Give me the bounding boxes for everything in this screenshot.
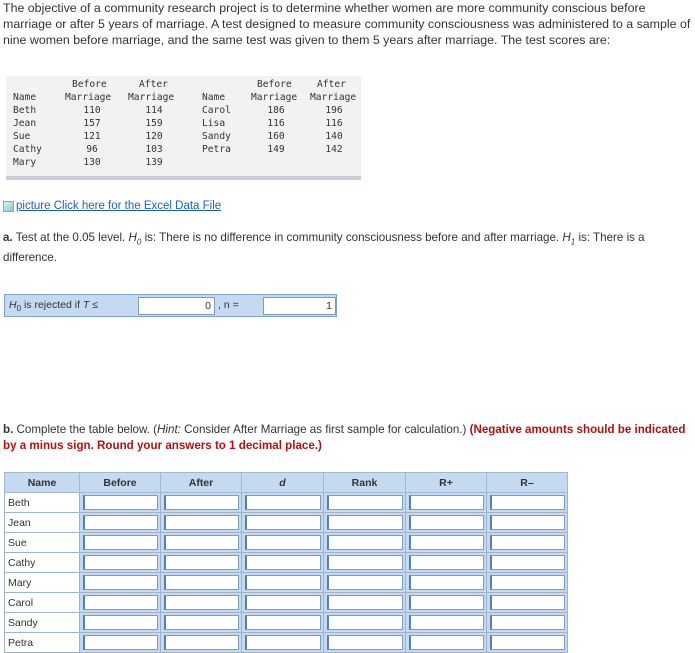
data-after-cell: 139 xyxy=(145,157,163,168)
d-input[interactable] xyxy=(245,635,321,650)
part-b-label: b. xyxy=(3,423,14,436)
rejection-rule-label: $H_0$ is rejected if T ≤ xyxy=(9,299,99,314)
data-name-cell: Beth xyxy=(13,105,37,116)
rank-cell xyxy=(324,493,406,513)
table-row xyxy=(5,573,568,593)
hint-word: Hint: xyxy=(157,423,181,436)
header-marriage-before: Marriage xyxy=(65,92,112,103)
col-d: d xyxy=(242,473,324,493)
r-plus-cell xyxy=(406,633,487,653)
after-cell xyxy=(161,513,242,533)
r-plus-cell xyxy=(406,613,487,633)
before-input[interactable] xyxy=(83,635,158,650)
d-input[interactable] xyxy=(245,555,321,570)
after-input[interactable] xyxy=(164,495,239,510)
data-after-cell: 114 xyxy=(145,105,163,116)
before-input[interactable] xyxy=(83,595,158,610)
after-cell xyxy=(161,493,242,513)
part-a-null: is: There is no difference in community consciousness before and after marriage. xyxy=(144,231,560,244)
r-minus-cell xyxy=(487,513,568,533)
rank-input[interactable] xyxy=(327,515,403,530)
r-minus-input[interactable] xyxy=(490,615,565,630)
rank-input[interactable] xyxy=(327,535,403,550)
data-after-cell: 159 xyxy=(145,118,163,129)
r-minus-cell xyxy=(487,493,568,513)
row-name: Sandy xyxy=(5,613,80,633)
data-before-cell: 130 xyxy=(83,157,101,168)
rejection-rule-row xyxy=(4,294,337,317)
data-name-cell: Sandy xyxy=(202,131,231,142)
rank-input[interactable] xyxy=(327,635,403,650)
before-cell xyxy=(80,613,161,633)
after-input[interactable] xyxy=(164,595,239,610)
data-after-cell: 140 xyxy=(325,131,343,142)
data-before-cell: 186 xyxy=(267,105,285,116)
rank-input[interactable] xyxy=(327,495,403,510)
row-name: Sue xyxy=(5,533,80,553)
data-after-cell: 103 xyxy=(145,144,163,155)
excel-link-text[interactable]: picture Click here for the Excel Data File xyxy=(16,200,222,212)
d-cell xyxy=(242,513,324,533)
r-plus-input[interactable] xyxy=(409,595,484,610)
row-name: Petra xyxy=(5,633,80,653)
row-name: Beth xyxy=(5,493,80,513)
r-plus-input[interactable] xyxy=(409,515,484,530)
r-plus-input[interactable] xyxy=(409,635,484,650)
r-minus-cell xyxy=(487,553,568,573)
r-plus-input[interactable] xyxy=(409,575,484,590)
r-minus-input[interactable] xyxy=(490,635,565,650)
row-name: Cathy xyxy=(5,553,80,573)
answer-table xyxy=(4,472,568,653)
r-minus-cell xyxy=(487,633,568,653)
before-input[interactable] xyxy=(83,615,158,630)
data-before-cell: 149 xyxy=(267,144,285,155)
r-plus-cell xyxy=(406,533,487,553)
data-before-cell: 116 xyxy=(267,118,285,129)
data-after-cell: 142 xyxy=(325,144,343,155)
after-cell xyxy=(161,593,242,613)
after-input[interactable] xyxy=(164,555,239,570)
data-name-cell: Jean xyxy=(13,118,37,129)
d-cell xyxy=(242,613,324,633)
before-input[interactable] xyxy=(83,515,158,530)
after-input[interactable] xyxy=(164,535,239,550)
rank-cell xyxy=(324,613,406,633)
before-cell xyxy=(80,533,161,553)
d-input[interactable] xyxy=(245,615,321,630)
part-b-text: Complete the table below. ( xyxy=(16,423,158,436)
d-input[interactable] xyxy=(245,515,321,530)
after-cell xyxy=(161,533,242,553)
data-before-cell: 110 xyxy=(83,105,101,116)
col-before: Before xyxy=(80,473,161,493)
r-minus-cell xyxy=(487,613,568,633)
r-plus-cell xyxy=(406,493,487,513)
t-critical-input[interactable]: 0 xyxy=(138,297,215,315)
table-row xyxy=(5,553,568,573)
part-a-text: Test at the 0.05 level. xyxy=(15,231,126,244)
rank-cell xyxy=(324,593,406,613)
data-name-cell: Sue xyxy=(13,131,31,142)
h0-symbol: $H_0$ xyxy=(128,231,142,247)
before-cell xyxy=(80,513,161,533)
rank-cell xyxy=(324,633,406,653)
header-name-right: Name xyxy=(202,92,226,103)
data-before-cell: 160 xyxy=(267,131,285,142)
rank-cell xyxy=(324,573,406,593)
col-name: Name xyxy=(5,473,80,493)
hint-text: Consider After Marriage as first sample for calculation.) xyxy=(184,423,467,436)
data-after-cell: 116 xyxy=(325,118,343,129)
picture-icon xyxy=(3,201,14,212)
d-input[interactable] xyxy=(245,495,321,510)
before-input[interactable] xyxy=(83,575,158,590)
before-cell xyxy=(80,593,161,613)
after-input[interactable] xyxy=(164,575,239,590)
r-plus-cell xyxy=(406,593,487,613)
table-row xyxy=(5,633,568,653)
col-after: After xyxy=(161,473,242,493)
r-minus-input[interactable] xyxy=(490,495,565,510)
part-b-question xyxy=(3,422,693,454)
r-plus-cell xyxy=(406,553,487,573)
header-marriage-before-right: Marriage xyxy=(251,92,298,103)
r-plus-cell xyxy=(406,573,487,593)
rank-input[interactable] xyxy=(327,615,403,630)
before-cell xyxy=(80,553,161,573)
r-minus-cell xyxy=(487,593,568,613)
rank-cell xyxy=(324,553,406,573)
problem-intro: The objective of a community research project is to determine whether women are more community conscious before marriage or after 5 years of marriage. A test designed to measure community consciousness was administered to a sample of nine women before marriage, and the same test was given to them 5 years after marriage. The test scores are: xyxy=(3,1,691,47)
r-plus-input[interactable] xyxy=(409,555,484,570)
data-name-cell: Lisa xyxy=(202,118,226,129)
r-minus-input[interactable] xyxy=(490,515,565,530)
after-input[interactable] xyxy=(164,515,239,530)
after-input[interactable] xyxy=(164,615,239,630)
n-separator: , n = xyxy=(218,299,239,311)
row-name: Mary xyxy=(5,573,80,593)
header-marriage-after-right: Marriage xyxy=(310,92,357,103)
before-cell xyxy=(80,573,161,593)
header-before: Before xyxy=(72,79,107,90)
after-cell xyxy=(161,633,242,653)
after-cell xyxy=(161,553,242,573)
header-name: Name xyxy=(13,92,37,103)
r-minus-cell xyxy=(487,533,568,553)
rounding-instructions: (Negative amounts should be indicated by a minus sign. Round your answers to 1 decimal place.) xyxy=(3,423,686,452)
part-a-alt: is: There is a difference. xyxy=(3,231,645,265)
rank-input[interactable] xyxy=(327,555,403,570)
table-row xyxy=(5,513,568,533)
before-cell xyxy=(80,493,161,513)
rank-cell xyxy=(324,513,406,533)
rank-cell xyxy=(324,533,406,553)
data-before-cell: 157 xyxy=(83,118,101,129)
data-name-cell: Mary xyxy=(13,157,37,168)
d-cell xyxy=(242,533,324,553)
r-minus-input[interactable] xyxy=(490,535,565,550)
r-minus-input[interactable] xyxy=(490,555,565,570)
data-name-cell: Cathy xyxy=(13,144,42,155)
r-minus-input[interactable] xyxy=(490,595,565,610)
col-r-plus: R+ xyxy=(406,473,487,493)
row-name: Jean xyxy=(5,513,80,533)
before-input[interactable] xyxy=(83,555,158,570)
data-name-cell: Petra xyxy=(202,144,231,155)
after-cell xyxy=(161,613,242,633)
r-plus-input[interactable] xyxy=(409,615,484,630)
r-minus-cell xyxy=(487,573,568,593)
data-before-cell: 96 xyxy=(86,144,98,155)
part-a-question xyxy=(3,230,693,266)
d-cell xyxy=(242,493,324,513)
header-after: After xyxy=(139,79,168,90)
before-cell xyxy=(80,633,161,653)
d-cell xyxy=(242,593,324,613)
after-cell xyxy=(161,573,242,593)
d-input[interactable] xyxy=(245,575,321,590)
header-before-right: Before xyxy=(257,79,292,90)
r-plus-input[interactable] xyxy=(409,535,484,550)
before-input[interactable] xyxy=(83,495,158,510)
data-after-cell: 120 xyxy=(145,131,163,142)
data-before-cell: 121 xyxy=(83,131,101,142)
d-cell xyxy=(242,573,324,593)
table-row xyxy=(5,533,568,553)
table-row xyxy=(5,593,568,613)
data-name-cell: Carol xyxy=(202,105,231,116)
before-input[interactable] xyxy=(83,535,158,550)
rank-input[interactable] xyxy=(327,595,403,610)
d-input[interactable] xyxy=(245,535,321,550)
rank-input[interactable] xyxy=(327,575,403,590)
table-row xyxy=(5,493,568,513)
scores-data-table xyxy=(6,76,361,180)
d-cell xyxy=(242,633,324,653)
col-rank: Rank xyxy=(324,473,406,493)
r-minus-input[interactable] xyxy=(490,575,565,590)
header-after-right: After xyxy=(317,79,346,90)
h1-symbol: $H_1$ xyxy=(562,231,576,247)
excel-data-link[interactable] xyxy=(3,200,221,212)
data-after-cell: 196 xyxy=(325,105,343,116)
d-input[interactable] xyxy=(245,595,321,610)
table-row xyxy=(5,613,568,633)
col-r-minus: R– xyxy=(487,473,568,493)
part-a-label: a. xyxy=(3,231,13,244)
after-input[interactable] xyxy=(164,635,239,650)
r-plus-cell xyxy=(406,513,487,533)
row-name: Carol xyxy=(5,593,80,613)
r-plus-input[interactable] xyxy=(409,495,484,510)
n-input[interactable]: 1 xyxy=(263,297,336,315)
d-cell xyxy=(242,553,324,573)
header-marriage-after: Marriage xyxy=(128,92,175,103)
